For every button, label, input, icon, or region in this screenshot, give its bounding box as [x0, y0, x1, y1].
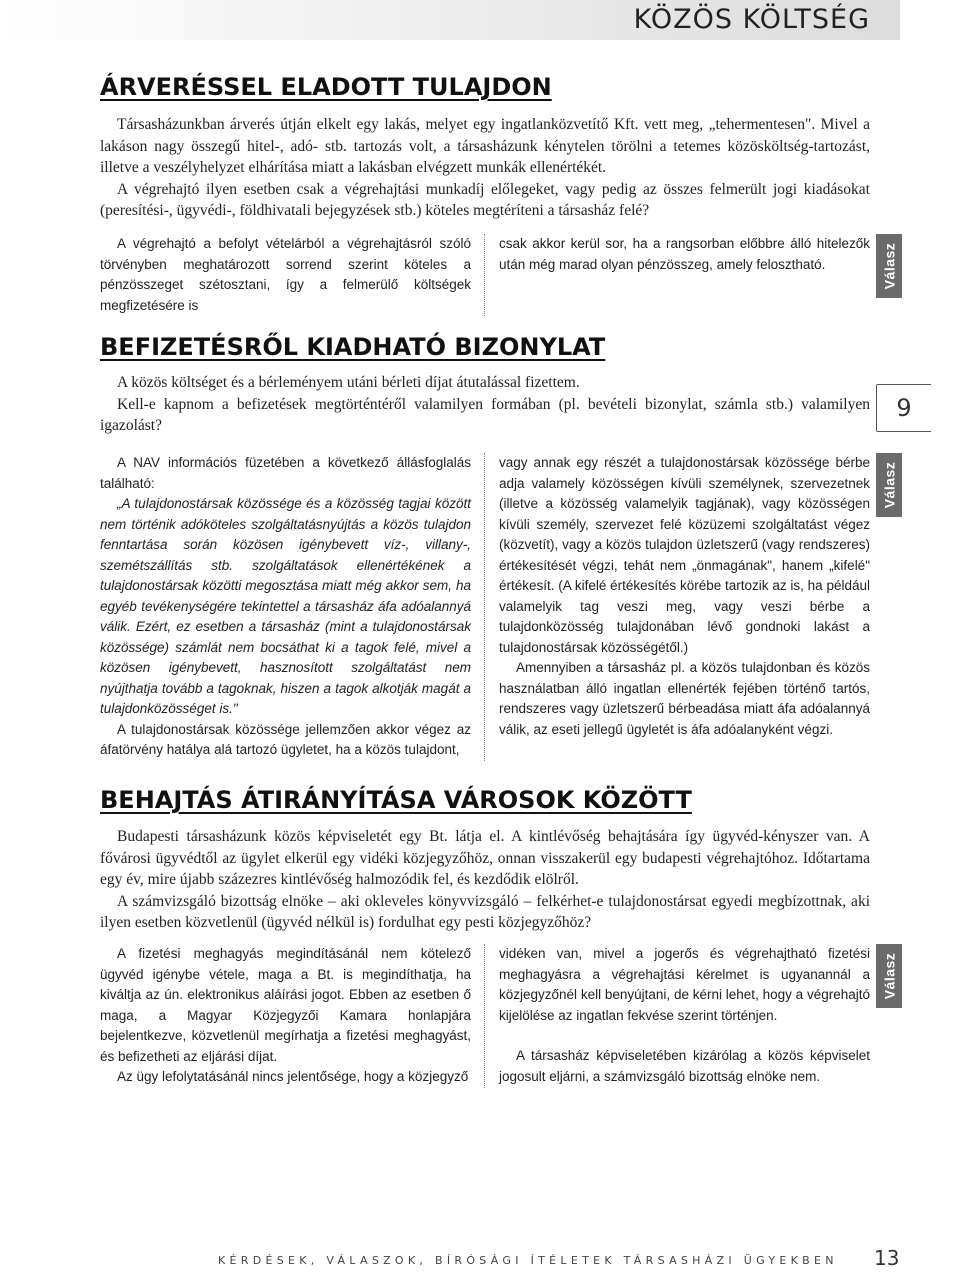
question-befizetes: [100, 372, 870, 437]
question-paragraph: Társasházunkban árverés útján elkelt egy lakás, melyet egy ingatlanközvetítő Kft. vett meg, „tehermentesen". Mivel a lakáson nagy összegű hitel-, adó- stb. tartozás volt, a társasházunk kénytelen törölni a tetemes közösköltség-tartozást, illetve a veszélyhelyzet elhárítása miatt a lakásban elvégzett munkák ellenértékét.: [100, 116, 870, 176]
answer-tab-label: Válasz: [881, 242, 897, 290]
section-title-behajtas: BEHAJTÁS ÁTIRÁNYÍTÁSA VÁROSOK KÖZÖTT: [100, 786, 692, 814]
question-paragraph: Budapesti társasházunk közös képviseletét egy Bt. látja el. A kintlévőség behajtására így ügyvéd-kényszer van. A fővárosi ügyvédtől az ügylet elkerül egy vidéki közjegyzőhöz, onnan visszakerül egy budapesti végrehajtóhoz. Időtartama egy év, mire újabb százezres kintlévőség halmozódik fel, és kezdődik elölről.: [100, 828, 870, 888]
question-paragraph: A közös költséget és a bérleményem utáni bérleti díjat átutalással fizettem.: [117, 374, 580, 391]
answer-tab-1: [876, 234, 902, 298]
page-number: 13: [874, 1246, 900, 1270]
answer-paragraph: A társasház képviseletében kizárólag a közös képviselet jogosult eljárni, a számvizsgáló bizottság elnöke nem.: [499, 1048, 870, 1084]
answer-behajtas: [100, 944, 870, 1088]
answer-paragraph: Az ügy lefolytatásánál nincs jelentősége, hogy a közjegyző: [117, 1069, 469, 1084]
section-title-befizetes: BEFIZETÉSRŐL KIADHATÓ BIZONYLAT: [100, 333, 606, 361]
section-title-arveres: ÁRVERÉSSEL ELADOTT TULAJDON: [100, 73, 552, 101]
running-header-title: KÖZÖS KÖLTSÉG: [633, 4, 870, 35]
answer-tab-label: Válasz: [881, 461, 897, 509]
answer-paragraph: A fizetési meghagyás megindításánál nem kötelező ügyvéd igénybe vétele, maga a Bt. is megindíthatja, ha kiváltja az ún. elektronikus aláírási jogot. Ebben az esetben ő maga, a Magyar Közjegyzői Kamara honlapjára bejelentkezve, közvetlenül megírhatja a fizetési meghagyást, és befizetheti az eljárási díjat.: [100, 946, 471, 1064]
answer-tab-label: Válasz: [881, 952, 897, 1000]
answer-column-left: [100, 944, 485, 1088]
answer-arveres: [100, 234, 870, 316]
answer-column-right: [485, 944, 870, 1088]
question-behajtas: [100, 826, 870, 934]
answer-paragraph: vidéken van, mivel a jogerős és végrehajtható fizetési meghagyásra a végrehajtási kérelmet is ugyanannál a közjegyzőnél kell benyújtani, de kérni lehet, hogy a végrehajtó kijelölése az ingatlan fekvése szerint történjen.: [499, 946, 870, 1023]
answer-paragraph: Amennyiben a társasház pl. a közös tulajdonban és közös használatban álló ingatlan ellenérték fejében történő tartós, rendszeres vagy üzletszerű bérbeadása miatt áfa adóalannyá válik, az eseti jellegű ügyletét is áfa adóalanyként végzi.: [499, 660, 870, 737]
footer-book-title: KÉRDÉSEK, VÁLASZOK, BÍRÓSÁGI ÍTÉLETEK TÁRSASHÁZI ÜGYEKBEN: [218, 1254, 838, 1267]
chapter-number-tab: 9: [876, 384, 931, 432]
question-paragraph: Kell-e kapnom a befizetések megtörténtéről valamilyen formában (pl. bevételi bizonylat, számla stb.) valamilyen igazolást?: [100, 395, 870, 434]
answer-tab-3: [876, 944, 902, 1008]
answer-column-right: [485, 453, 870, 761]
answer-tab-2: [876, 453, 902, 517]
answer-paragraph: csak akkor kerül sor, ha a rangsorban előbbre álló hitelezők után még marad olyan pénzösszeg, amely felosztható.: [499, 236, 870, 272]
answer-paragraph: vagy annak egy részét a tulajdonostársak közössége bérbe adja valamely közösségen kívüli személynek, szervezetnek (illetve a közösség valamelyik tagjának), vagy közösségen kívüli személy, szervezet felé közüzemi szolgáltatást végez (közvetít), vagy a közös tulajdon üzletszerű (vagy rendszeres) értékesítését végzi, tehát nem „önmagának", hanem „kifelé" értékesít. (A kifelé értékesítés körébe tartozik az is, ha például valamelyik tag veszi meg, vagy veszi bérbe a tulajdonközösség tulajdonában lévő gondnoki lakást a tulajdonostársak közösségétől.): [499, 455, 870, 655]
answer-column-left: [100, 453, 485, 761]
question-arveres: [100, 114, 870, 222]
answer-column-left: [100, 234, 485, 316]
answer-paragraph: A végrehajtó a befolyt vételárból a végrehajtásról szóló törvényben meghatározott sorrend szerint köteles a pénzösszeget szétosztani, így a felmerülő költségek megfizetésére is: [100, 236, 471, 313]
answer-paragraph: A NAV információs füzetében a következő állásfoglalás található:: [100, 455, 471, 491]
answer-column-right: [485, 234, 870, 316]
answer-paragraph: A tulajdonostársak közössége jellemzően akkor végez az áfatörvény hatálya alá tartozó ügyletet, ha a közös tulajdont,: [100, 721, 471, 757]
nav-quote: „A tulajdonostársak közössége és a közösség tagjai között nem történik adóköteles szolgáltatásnyújtás a közös tulajdon fenntartása során közösen igénybevett víz-, villany-, szemétszállítás stb. szolgáltatások ellenértékének a tulajdonostársak közötti megosztása miatt még akkor sem, ha egyéb tevékenységére tekintettel a társasház áfa adóalannyá válik. Ezért, ez esetben a társasház (mint a tulajdonostársak közössége) számlát nem bocsáthat ki a tagok felé, mivel a közösen igénybevett, hasznosított szolgáltatást nem nyújthatja tovább a tagoknak, hiszen a tagok alkotják magát a tulajdonközösséget is.": [100, 496, 471, 716]
answer-befizetes: [100, 453, 870, 761]
question-paragraph: A végrehajtó ilyen esetben csak a végrehajtási munkadíj előlegeket, vagy pedig az összes felmerült jogi kiadásokat (peresítési-, ügyvédi-, földhivatali bejegyzések stb.) köteles megtéríteni a társasház felé?: [100, 180, 870, 219]
question-paragraph: A számvizsgáló bizottság elnöke – aki okleveles könyvvizsgáló – felkérhet-e tulajdonostársat egyedi megbízottnak, aki ilyen esetben közvetlenül (ügyvéd nélkül is) fordulhat egy pesti közjegyzőhöz?: [100, 892, 870, 931]
